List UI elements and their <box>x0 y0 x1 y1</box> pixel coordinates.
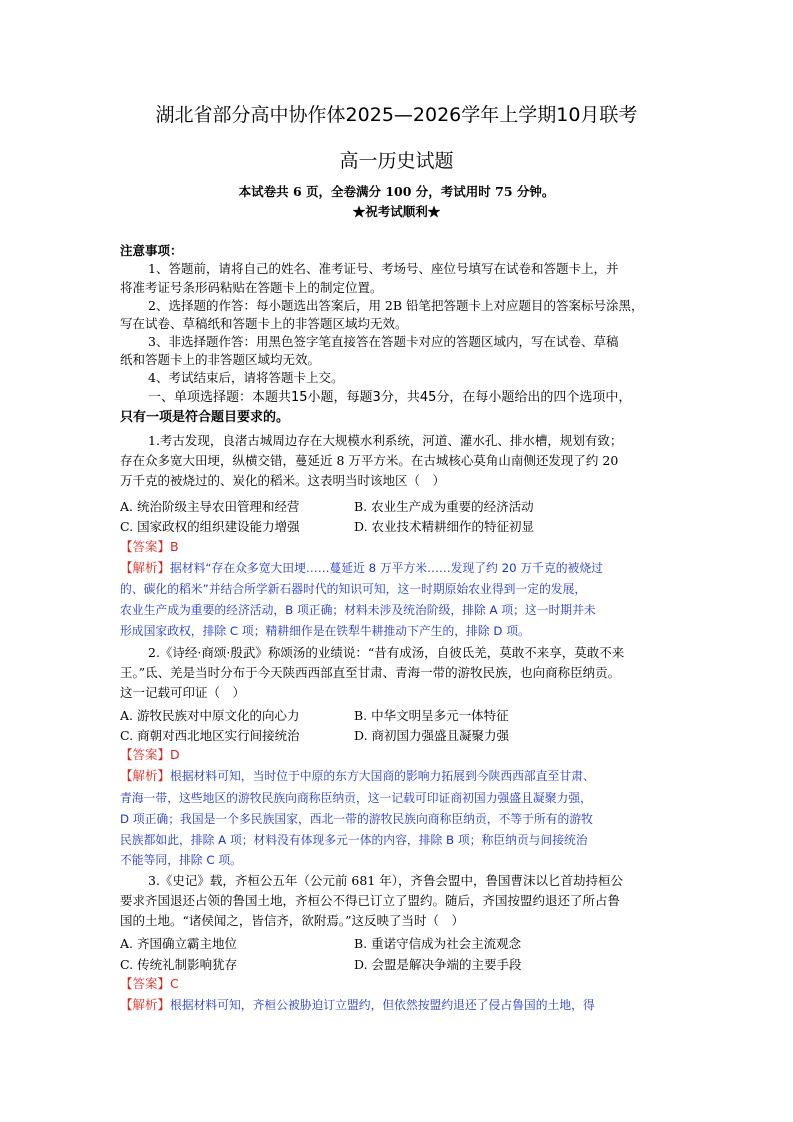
q1-answer <box>120 539 179 555</box>
q3-option-b: B. 重诺守信成为社会主流观念 <box>354 936 522 951</box>
q3-option-a: A. 齐国确立霸主地位 <box>120 936 237 951</box>
analysis-label: 【解析】 <box>120 997 171 1012</box>
q2-stem: 2.《诗经·商颂·殷武》称颂汤的业绩说：“昔有成汤，自彼氐羌，莫敢不来享，莫敢不来 <box>148 645 625 660</box>
q1-analysis-line: 形成国家政权，排除 C 项；精耕细作是在铁犁牛耕推动下产生的，排除 D 项。 <box>120 624 530 638</box>
q2-option-c: C. 商朝对西北地区实行间接统治 <box>120 728 300 743</box>
q2-analysis-line: D 项正确；我国是一个多民族国家，西北一带的游牧民族向商称臣纳贡，不等于所有的游牧 <box>120 812 593 826</box>
answer-label: 【答案】 <box>120 976 171 991</box>
q3-answer <box>120 976 179 992</box>
q2-analysis-line: 不能等同，排除 C 项。 <box>120 853 242 867</box>
section-heading-cont: 只有一项是符合题目要求的。 <box>120 410 290 425</box>
analysis-label: 【解析】 <box>120 560 171 575</box>
q3-option-d: D. 会盟是解决争端的主要手段 <box>354 957 522 972</box>
exam-subtitle: 高一历史试题 <box>339 150 454 172</box>
answer-value: B <box>170 539 179 554</box>
section-heading: 一、单项选择题：本题共15小题，每题3分，共45分，在每小题给出的四个选项中， <box>148 390 632 405</box>
q1-analysis: 【解析】据材料“存在众多宽大田埂……蔓延近 8 万平方米……发现了约 20 万千克的被烧过 <box>120 560 603 575</box>
analysis-label: 【解析】 <box>120 768 171 783</box>
notes-line: 4、考试结束后，请将答题卡上交。 <box>148 370 344 385</box>
exam-info: 本试卷共 6 页，全卷满分 100 分，考试用时 75 分钟。 <box>238 184 555 199</box>
q3-stem: 要求齐国退还占领的鲁国土地，齐桓公不得已订立了盟约。随后，齐国按盟约退还了所占鲁 <box>120 893 621 908</box>
answer-value: D <box>170 747 180 762</box>
notes-line: 写在试卷、草稿纸和答题卡上的非答题区域均无效。 <box>120 316 408 331</box>
notes-line: 1、答题前，请将自己的姓名、准考证号、考场号、座位号填写在试卷和答题卡上，并 <box>148 261 619 276</box>
q2-analysis-line: 青海一带，这些地区的游牧民族向商称臣纳贡，这一记载可印证商初国力强盛且凝聚力强， <box>120 791 592 805</box>
notes-line: 2、选择题的作答：每小题选出答案后，用 2B 铅笔把答题卡上对应题目的答案标号涂黑， <box>148 298 644 313</box>
q3-stem: 3.《史记》载，齐桓公五年（公元前 681 年），齐鲁会盟中，鲁国曹沫以匕首劫持桓公 <box>148 873 623 888</box>
notes-line: 纸和答题卡上的非答题区域均无效。 <box>120 352 321 367</box>
q2-analysis: 【解析】根据材料可知，当时位于中原的东方大国商的影响力拓展到今陕西西部直至甘肃、 <box>120 768 595 783</box>
notes-heading: 注意事项： <box>120 243 183 258</box>
q1-analysis-line: 的、碳化的稻米”并结合所学新石器时代的知识可知，这一时期原始农业得到一定的发展， <box>120 582 587 596</box>
q1-option-b: B. 农业生产成为重要的经济活动 <box>354 499 534 514</box>
q2-option-b: B. 中华文明呈多元一体特征 <box>354 708 509 723</box>
q1-option-d: D. 农业技术精耕细作的特征初显 <box>354 519 535 534</box>
q1-analysis-line: 农业生产成为重要的经济活动，B 项正确；材料未涉及统治阶级，排除 A 项；这一时期并未 <box>120 603 596 617</box>
notes-line: 将准考证号条形码粘贴在答题卡上的制定位置。 <box>120 280 383 295</box>
notes-line: 3、非选择题作答：用黑色签字笔直接答在答题卡对应的答题区域内，写在试卷、草稿 <box>148 334 619 349</box>
answer-value: C <box>170 976 179 991</box>
q2-answer <box>120 747 180 763</box>
q1-stem: 万千克的被烧过的、炭化的稻米。这表明当时该地区（ ） <box>120 473 446 488</box>
q3-option-c: C. 传统礼制影响犹存 <box>120 957 238 972</box>
q1-stem: 1.考古发现，良渚古城周边存在大规模水利系统，河道、灌水孔、排水槽，规划有致； <box>148 433 623 448</box>
answer-label: 【答案】 <box>120 747 171 762</box>
exam-title: 湖北省部分高中协作体2025—2026学年上学期10月联考 <box>155 104 638 126</box>
answer-label: 【答案】 <box>120 539 171 554</box>
exam-blessing: ★祝考试顺利★ <box>352 204 441 219</box>
q3-analysis: 【解析】根据材料可知，齐桓公被胁迫订立盟约，但依然按盟约退还了侵占鲁国的土地，得 <box>120 997 595 1012</box>
q2-stem: 王。”氐、羌是当时分布于今天陕西西部直至甘肃、青海一带的游牧民族，也向商称臣纳贡。 <box>120 665 621 680</box>
q1-stem: 存在众多宽大田埂，纵横交错，蔓延近 8 万平方米。在古城核心莫角山南侧还发现了约 20 <box>120 453 619 468</box>
q2-analysis-line: 民族都如此，排除 A 项；材料没有体现多元一体的内容，排除 B 项；称臣纳贡与间接统治 <box>120 833 588 847</box>
q2-option-d: D. 商初国力强盛且凝聚力强 <box>354 728 510 743</box>
q2-stem: 这一记载可印证（ ） <box>120 685 246 700</box>
q3-stem: 国的土地。“诸侯闻之，皆信齐，欲附焉。”这反映了当时（ ） <box>120 913 465 928</box>
q2-option-a: A. 游牧民族对中原文化的向心力 <box>120 708 300 723</box>
q1-option-a: A. 统治阶级主导农田管理和经营 <box>120 499 300 514</box>
q1-option-c: C. 国家政权的组织建设能力增强 <box>120 519 300 534</box>
